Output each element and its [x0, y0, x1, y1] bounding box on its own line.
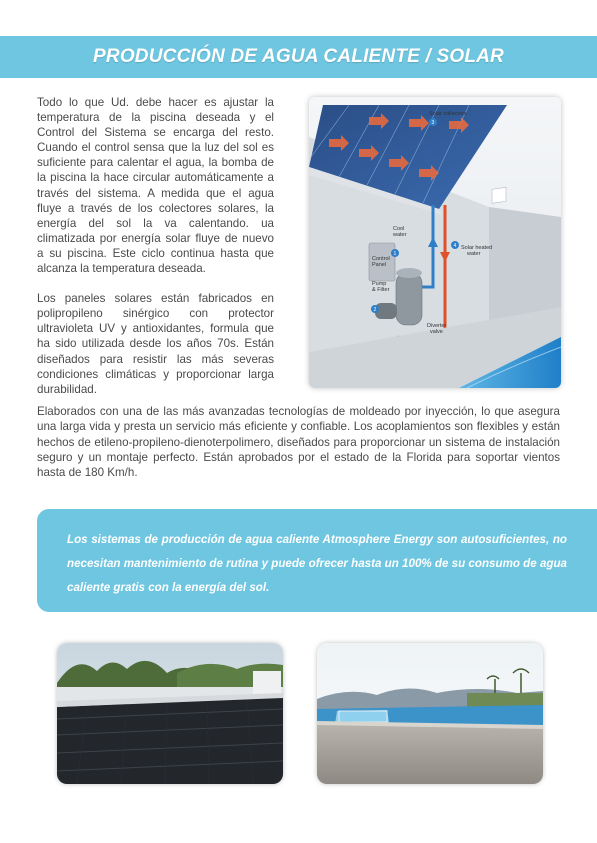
label-pump-filter-2: & Filter — [372, 287, 390, 293]
callout-text: Los sistemas de producción de agua caliente Atmosphere Energy son autosuficientes, no necesitan mantenimiento de rutina y puede ofrecer hasta un 100% de su consumo de agua caliente gratis con la energía del sol. — [67, 533, 567, 594]
paragraph-panels: Los paneles solares están fabricados en polipropileno sinérgico con protector ultravioleta UV y antioxidantes, formula que ha sido utilizada desde los años 70s. Están diseñados para resistir las más severas condiciones climáticas y proporcionar larga durabilidad. — [37, 292, 274, 396]
svg-text:2: 2 — [373, 307, 377, 313]
paragraph-how-it-works: Todo lo que Ud. debe hacer es ajustar la temperatura de la piscina deseada y el Control del Sistema se encarga del resto. Cuando el control sensa que la luz del sol es suficiente para calentar el agua, la bomba de la piscina la hace circular automáticamente a través del sistema. A medida que el agua fluye a través de los colectores solares, la energía del sol la va calentando. ua climatizada por energía solar fluye de nuevo a su piscina. Este ciclo continua hasta que alcanza la temperatura deseada. — [37, 96, 274, 276]
callout-box — [37, 509, 597, 612]
label-heated-water-1: Solar heated — [461, 245, 493, 251]
svg-text:1: 1 — [393, 251, 397, 257]
label-control-panel-1: Control — [372, 256, 390, 262]
page-title: PRODUCCIÓN DE AGUA CALIENTE / SOLAR — [93, 46, 504, 67]
label-diverter-valve-1: Diverter — [427, 323, 447, 329]
label-diverter-valve-2: valve — [430, 329, 443, 335]
label-cool-water-2: water — [393, 232, 407, 238]
label-control-panel-2: Panel — [372, 262, 387, 268]
paragraph-fittings: Elaborados con una de las más avanzadas tecnologías de moldeado por inyección, lo que asegura una larga vida y presta un servicio más eficiente y confiable. Los acoplamientos son flexibles y están hechos de etileno-propileno-dienoterpolimero, diseñados para proporcionar un sistema de instalación seguro y un montaje perfecto. Están aprobados por el estado de la Florida para soportar vientos hasta de 180 Km/h. — [37, 405, 560, 480]
solar-panels-rooftop-photo — [57, 643, 283, 784]
intro-text — [37, 95, 274, 412]
solar-pool-heating-diagram — [309, 97, 561, 388]
label-pump-filter-1: Pump — [372, 281, 387, 287]
svg-text:4: 4 — [453, 243, 457, 249]
label-heated-water-2: water — [467, 251, 481, 257]
infinity-pool-photo — [317, 643, 543, 784]
title-banner — [0, 36, 597, 78]
label-cool-water-1: Cool — [393, 226, 405, 232]
label-solar-collectors: Solar collectors — [429, 111, 467, 117]
svg-text:3: 3 — [431, 120, 435, 126]
